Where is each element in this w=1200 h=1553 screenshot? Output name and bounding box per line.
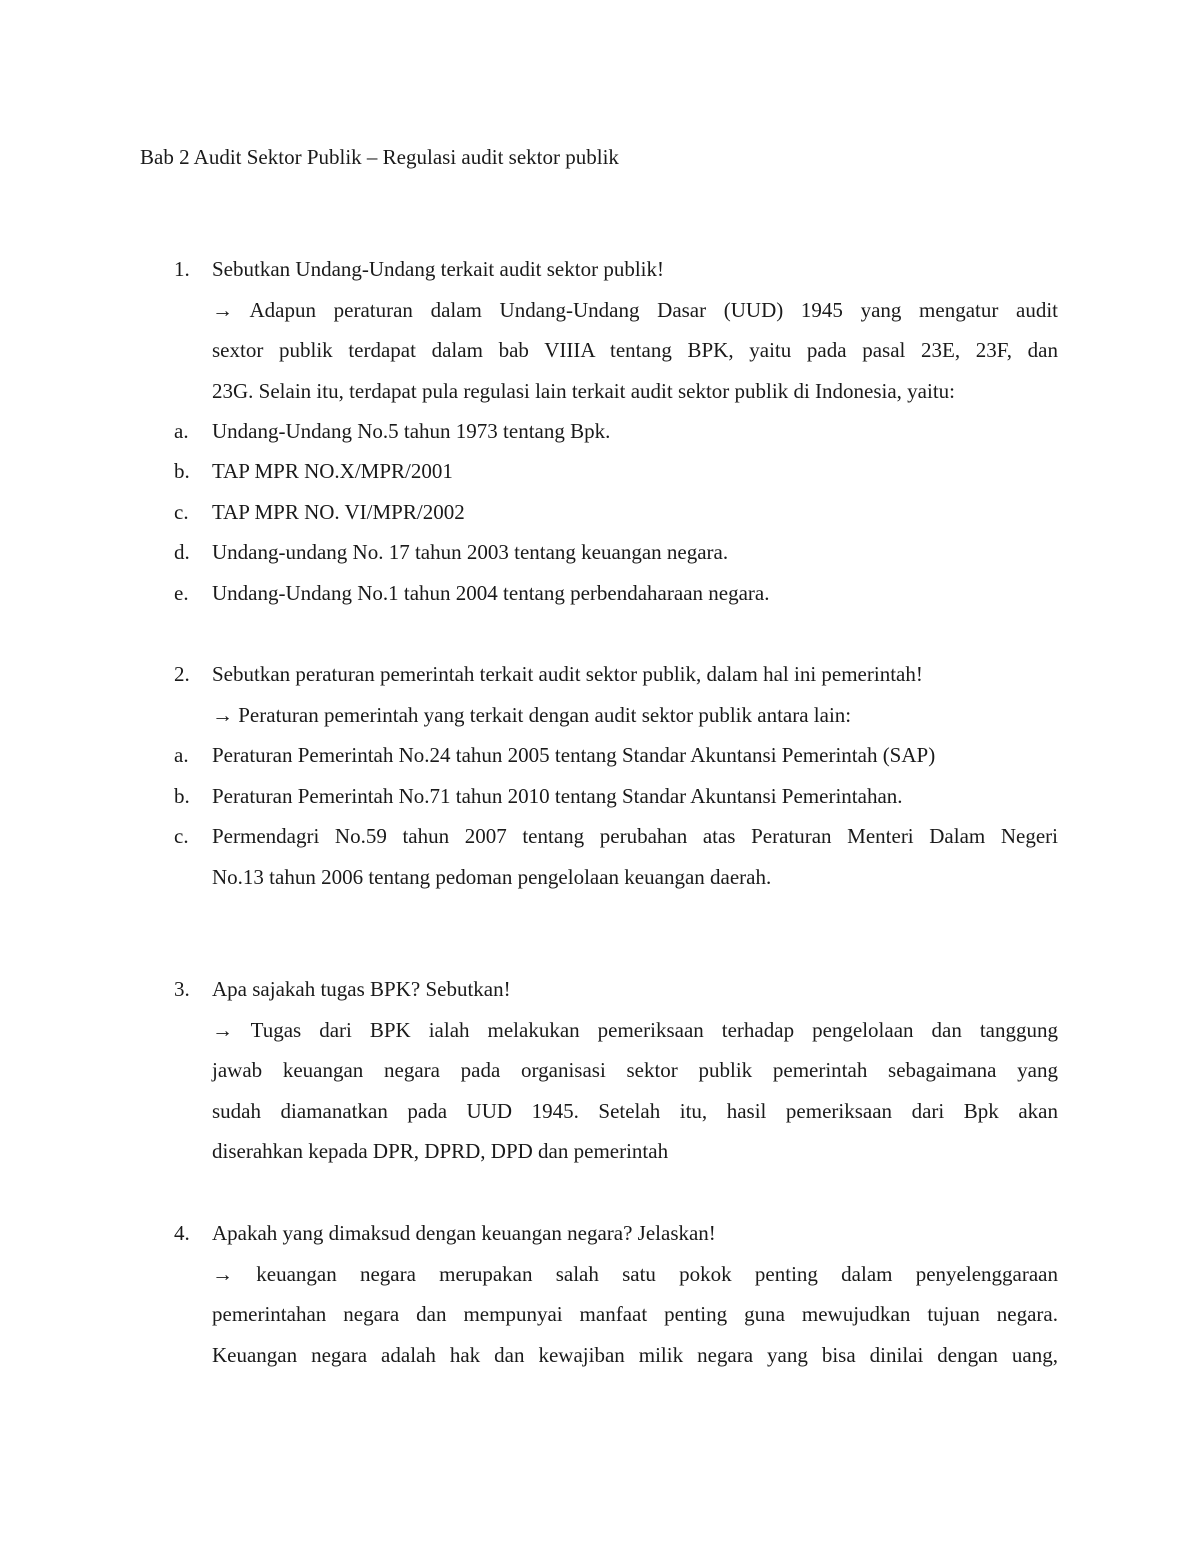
q1-item-mark: d. <box>174 540 190 564</box>
q2-item: Peraturan Pemerintah No.71 tahun 2010 tentang Standar Akuntansi Pemerintahan. <box>212 784 903 808</box>
q3-answer-line: → Tugas dari BPK ialah melakukan pemeriksaan terhadap pengelolaan dan tanggung <box>212 1018 1058 1042</box>
q1-item: TAP MPR NO.X/MPR/2001 <box>212 459 453 483</box>
q1-answer-line: sextor publik terdapat dalam bab VIIIA tentang BPK, yaitu pada pasal 23E, 23F, dan <box>212 338 1058 362</box>
q3-answer-line: jawab keuangan negara pada organisasi sektor publik pemerintah sebagaimana yang <box>212 1058 1058 1082</box>
q2-question: Sebutkan peraturan pemerintah terkait audit sektor publik, dalam hal ini pemerintah! <box>212 662 923 686</box>
q4-answer-line: pemerintahan negara dan mempunyai manfaat penting guna mewujudkan tujuan negara. <box>212 1302 1058 1326</box>
q1-answer-line: 23G. Selain itu, terdapat pula regulasi lain terkait audit sektor publik di Indonesia, yaitu: <box>212 379 955 403</box>
q2-number: 2. <box>174 662 190 686</box>
q1-item: TAP MPR NO. VI/MPR/2002 <box>212 500 465 524</box>
q1-item-mark: e. <box>174 581 189 605</box>
document-title: Bab 2 Audit Sektor Publik – Regulasi audit sektor publik <box>140 145 619 169</box>
q3-number: 3. <box>174 977 190 1001</box>
q3-answer-line: diserahkan kepada DPR, DPRD, DPD dan pemerintah <box>212 1139 669 1163</box>
q2-item-mark: c. <box>174 824 189 848</box>
q2-item: Permendagri No.59 tahun 2007 tentang perubahan atas Peraturan Menteri Dalam Negeri <box>212 824 1058 848</box>
q3-question: Apa sajakah tugas BPK? Sebutkan! <box>212 977 511 1001</box>
q1-answer-line: → Adapun peraturan dalam Undang-Undang Dasar (UUD) 1945 yang mengatur audit <box>212 298 1058 322</box>
q1-item: Undang-Undang No.1 tahun 2004 tentang perbendaharaan negara. <box>212 581 770 605</box>
q1-item-mark: b. <box>174 459 190 483</box>
q2-item: Peraturan Pemerintah No.24 tahun 2005 tentang Standar Akuntansi Pemerintah (SAP) <box>212 743 936 767</box>
q1-item: Undang-Undang No.5 tahun 1973 tentang Bpk. <box>212 419 611 443</box>
q1-item-mark: a. <box>174 419 189 443</box>
q4-answer-line: Keuangan negara adalah hak dan kewajiban milik negara yang bisa dinilai dengan uang, <box>212 1343 1058 1367</box>
q1-question: Sebutkan Undang-Undang terkait audit sektor publik! <box>212 257 664 281</box>
q2-item-mark: b. <box>174 784 190 808</box>
q1-item: Undang-undang No. 17 tahun 2003 tentang keuangan negara. <box>212 540 729 564</box>
q4-question: Apakah yang dimaksud dengan keuangan negara? Jelaskan! <box>212 1221 716 1245</box>
q2-item-continuation: No.13 tahun 2006 tentang pedoman pengelolaan keuangan daerah. <box>212 865 772 889</box>
q1-item-mark: c. <box>174 500 189 524</box>
q3-answer-line: sudah diamanatkan pada UUD 1945. Setelah itu, hasil pemeriksaan dari Bpk akan <box>212 1099 1058 1123</box>
q2-item-mark: a. <box>174 743 189 767</box>
q2-answer: → Peraturan pemerintah yang terkait dengan audit sektor publik antara lain: <box>212 703 852 727</box>
q1-number: 1. <box>174 257 190 281</box>
q4-number: 4. <box>174 1221 190 1245</box>
q4-answer-line: → keuangan negara merupakan salah satu pokok penting dalam penyelenggaraan <box>212 1262 1058 1286</box>
